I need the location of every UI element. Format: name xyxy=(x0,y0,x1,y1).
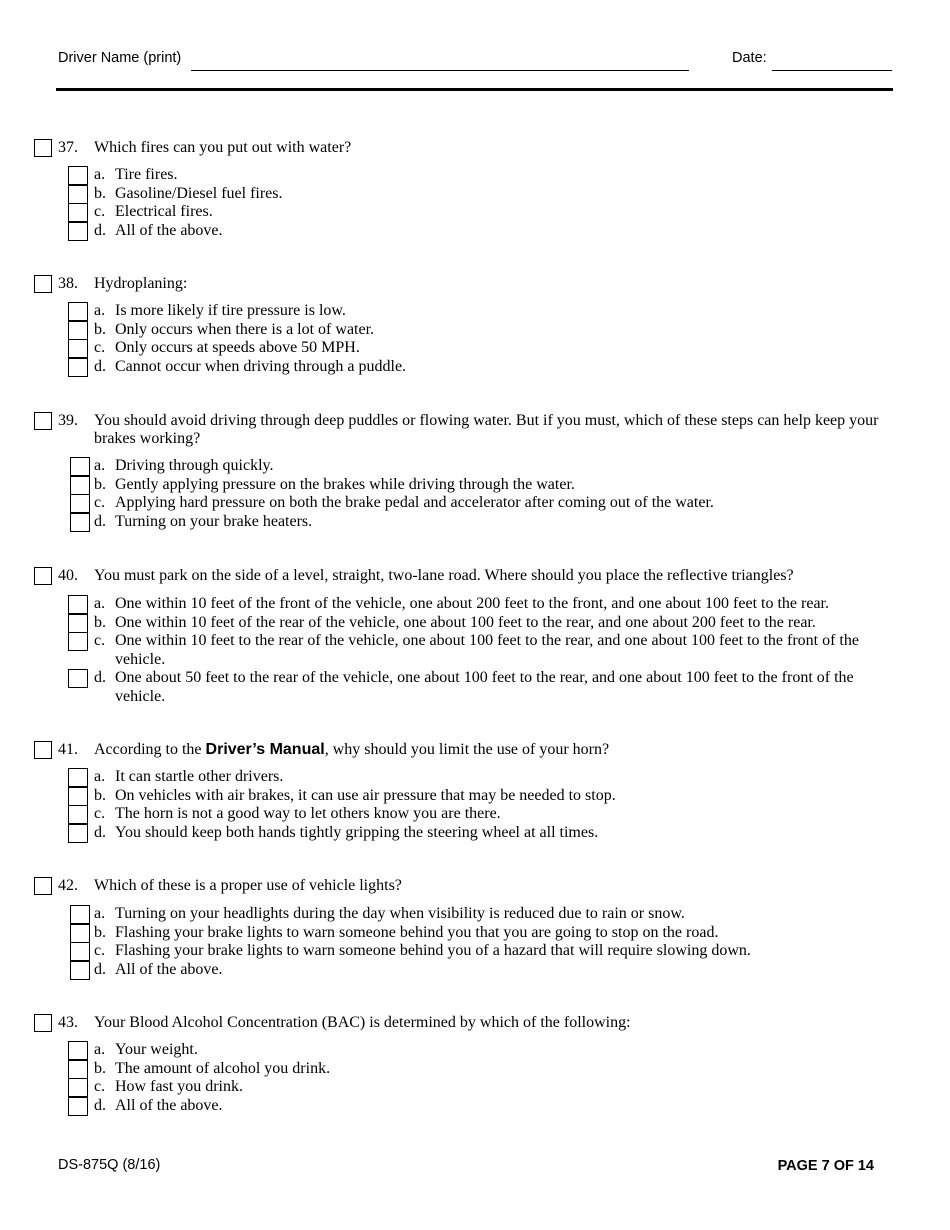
option-letter: b. xyxy=(94,320,106,338)
question-number: 43. xyxy=(58,1014,78,1031)
answer-option xyxy=(0,942,950,961)
form-header xyxy=(0,0,950,100)
option-text: How fast you drink. xyxy=(115,1078,243,1096)
question-text: Your Blood Alcohol Concentration (BAC) is determined by which of the following: xyxy=(94,1014,631,1031)
answer-checkbox[interactable] xyxy=(68,166,88,185)
answer-checkbox[interactable] xyxy=(70,942,90,961)
answer-checkbox[interactable] xyxy=(68,1078,88,1097)
question-number: 40. xyxy=(58,567,78,584)
option-letter: d. xyxy=(94,823,106,841)
question-checkbox[interactable] xyxy=(34,139,52,157)
question-text: Which fires can you put out with water? xyxy=(94,139,352,156)
option-letter: d. xyxy=(94,1096,106,1114)
question-38-options xyxy=(0,302,950,376)
question-text xyxy=(94,741,884,759)
option-letter: a. xyxy=(94,595,106,612)
option-text: One within 10 feet of the rear of the vehicle, one about 100 feet to the rear, and one about 200 feet to the rear. xyxy=(115,613,816,631)
option-text: Gasoline/Diesel fuel fires. xyxy=(115,184,283,202)
driver-name-label: Driver Name (print) xyxy=(58,50,182,66)
option-letter: a. xyxy=(94,768,106,785)
answer-option xyxy=(0,1060,950,1079)
answer-checkbox[interactable] xyxy=(68,222,88,241)
option-letter: a. xyxy=(94,457,106,474)
option-letter: c. xyxy=(94,805,106,823)
option-text: Turning on your headlights during the day when visibility is reduced due to rain or snow. xyxy=(115,905,685,922)
question-checkbox[interactable] xyxy=(34,275,52,293)
answer-option xyxy=(0,595,950,614)
option-letter: c. xyxy=(94,339,106,357)
answer-checkbox[interactable] xyxy=(70,457,90,476)
option-letter: c. xyxy=(94,942,106,960)
option-text: Is more likely if tire pressure is low. xyxy=(115,302,346,319)
answer-option xyxy=(0,768,950,787)
answer-option xyxy=(0,632,950,669)
option-letter: d. xyxy=(94,512,106,530)
answer-checkbox[interactable] xyxy=(68,321,88,340)
date-label: Date: xyxy=(732,50,767,66)
answer-option xyxy=(0,302,950,321)
answer-checkbox[interactable] xyxy=(68,1041,88,1060)
option-letter: d. xyxy=(94,960,106,978)
answer-option xyxy=(0,614,950,633)
option-text: The horn is not a good way to let others know you are there. xyxy=(115,805,501,823)
question-41-options xyxy=(0,768,950,842)
answer-checkbox[interactable] xyxy=(68,595,88,614)
option-text: Only occurs when there is a lot of water. xyxy=(115,320,375,338)
option-letter: b. xyxy=(94,184,106,202)
answer-checkbox[interactable] xyxy=(68,185,88,204)
option-letter: a. xyxy=(94,1041,106,1058)
question-number: 38. xyxy=(58,275,78,292)
answer-checkbox[interactable] xyxy=(70,476,90,495)
question-number: 42. xyxy=(58,877,78,894)
answer-checkbox[interactable] xyxy=(68,614,88,633)
option-text: On vehicles with air brakes, it can use air pressure that may be needed to stop. xyxy=(115,786,616,804)
answer-option xyxy=(0,513,950,532)
option-letter: d. xyxy=(94,221,106,239)
answer-option xyxy=(0,787,950,806)
answer-option xyxy=(0,476,950,495)
answer-checkbox[interactable] xyxy=(70,924,90,943)
option-text: The amount of alcohol you drink. xyxy=(115,1059,331,1077)
option-text: All of the above. xyxy=(115,221,223,239)
answer-checkbox[interactable] xyxy=(68,669,88,688)
question-number: 39. xyxy=(58,412,78,429)
option-letter: b. xyxy=(94,613,106,631)
option-text: One within 10 feet of the front of the vehicle, one about 200 feet to the front, and one about 100 feet to the rear. xyxy=(115,595,829,612)
option-text: All of the above. xyxy=(115,1096,223,1114)
question-checkbox[interactable] xyxy=(34,412,52,430)
answer-checkbox[interactable] xyxy=(68,339,88,358)
option-letter: c. xyxy=(94,494,106,512)
question-checkbox[interactable] xyxy=(34,741,52,759)
question-number: 37. xyxy=(58,139,78,156)
option-letter: a. xyxy=(94,166,106,183)
option-text: Applying hard pressure on both the brake pedal and accelerator after coming out of the water. xyxy=(115,494,714,512)
question-text: You should avoid driving through deep puddles or flowing water. But if you must, which of these steps can help keep your brakes working? xyxy=(94,412,879,447)
option-text: Electrical fires. xyxy=(115,203,213,221)
option-text: Turning on your brake heaters. xyxy=(115,512,313,530)
option-letter: c. xyxy=(94,632,106,650)
answer-option xyxy=(0,203,950,222)
answer-option xyxy=(0,905,950,924)
answer-option xyxy=(0,494,950,513)
date-field[interactable] xyxy=(772,70,892,71)
option-letter: b. xyxy=(94,1059,106,1077)
question-37-options xyxy=(0,166,950,240)
answer-option xyxy=(0,358,950,377)
question-checkbox[interactable] xyxy=(34,877,52,895)
option-letter: d. xyxy=(94,357,106,375)
option-text: It can startle other drivers. xyxy=(115,768,284,785)
question-40-options xyxy=(0,595,950,707)
option-text: You should keep both hands tightly gripping the steering wheel at all times. xyxy=(115,823,599,841)
option-text: One within 10 feet to the rear of the vehicle, one about 100 feet to the rear, and one about 100 feet to the front of the vehicle. xyxy=(115,632,859,668)
question-text: You must park on the side of a level, straight, two-lane road. Where should you place the reflective triangles? xyxy=(94,567,794,584)
question-text: Hydroplaning: xyxy=(94,275,188,292)
header-divider xyxy=(56,88,893,91)
option-text: Flashing your brake lights to warn someone behind you that you are going to stop on the road. xyxy=(115,923,719,941)
answer-option xyxy=(0,1041,950,1060)
answer-option xyxy=(0,185,950,204)
answer-option xyxy=(0,805,950,824)
manual-title: Driver’s Manual xyxy=(205,741,325,758)
question-text-part: According to the xyxy=(94,741,206,758)
option-letter: a. xyxy=(94,302,106,319)
question-checkbox[interactable] xyxy=(34,567,52,585)
answer-checkbox[interactable] xyxy=(68,358,88,377)
option-text: Cannot occur when driving through a puddle. xyxy=(115,357,407,375)
answer-option xyxy=(0,339,950,358)
answer-checkbox[interactable] xyxy=(70,513,90,532)
answer-checkbox[interactable] xyxy=(68,203,88,222)
answer-option xyxy=(0,1097,950,1116)
answer-option xyxy=(0,669,950,706)
answer-option xyxy=(0,321,950,340)
answer-checkbox[interactable] xyxy=(68,302,88,321)
question-number: 41. xyxy=(58,741,78,758)
option-text: Flashing your brake lights to warn someone behind you of a hazard that will require slowing down. xyxy=(115,942,751,960)
page-number: PAGE 7 OF 14 xyxy=(777,1158,874,1174)
answer-checkbox[interactable] xyxy=(68,632,88,651)
answer-option xyxy=(0,457,950,476)
option-text: Tire fires. xyxy=(115,166,178,183)
option-text: One about 50 feet to the rear of the vehicle, one about 100 feet to the rear, and one about 100 feet to the front of the vehicle. xyxy=(115,669,854,705)
answer-checkbox[interactable] xyxy=(68,787,88,806)
question-42-options xyxy=(0,905,950,979)
option-letter: b. xyxy=(94,475,106,493)
answer-option xyxy=(0,222,950,241)
answer-checkbox[interactable] xyxy=(70,905,90,924)
answer-option xyxy=(0,824,950,843)
answer-option xyxy=(0,961,950,980)
option-letter: c. xyxy=(94,203,106,221)
question-text: Which of these is a proper use of vehicle lights? xyxy=(94,877,402,894)
option-text: All of the above. xyxy=(115,960,223,978)
option-text: Only occurs at speeds above 50 MPH. xyxy=(115,339,360,357)
answer-checkbox[interactable] xyxy=(68,768,88,787)
option-letter: d. xyxy=(94,669,106,687)
option-text: Gently applying pressure on the brakes while driving through the water. xyxy=(115,475,575,493)
question-checkbox[interactable] xyxy=(34,1014,52,1032)
answer-option xyxy=(0,166,950,185)
question-43-options xyxy=(0,1041,950,1115)
option-letter: a. xyxy=(94,905,106,922)
option-letter: c. xyxy=(94,1078,106,1096)
option-text: Your weight. xyxy=(115,1041,198,1058)
answer-checkbox[interactable] xyxy=(70,961,90,980)
driver-name-field[interactable] xyxy=(191,70,689,71)
question-text-part: , why should you limit the use of your horn? xyxy=(324,741,610,758)
option-letter: b. xyxy=(94,786,106,804)
option-letter: b. xyxy=(94,923,106,941)
answer-option xyxy=(0,1078,950,1097)
option-text: Driving through quickly. xyxy=(115,457,274,474)
answer-checkbox[interactable] xyxy=(68,824,88,843)
answer-checkbox[interactable] xyxy=(68,805,88,824)
answer-option xyxy=(0,924,950,943)
question-39-options xyxy=(0,457,950,531)
answer-checkbox[interactable] xyxy=(70,494,90,513)
answer-checkbox[interactable] xyxy=(68,1097,88,1116)
form-id: DS-875Q (8/16) xyxy=(58,1157,161,1173)
answer-checkbox[interactable] xyxy=(68,1060,88,1079)
